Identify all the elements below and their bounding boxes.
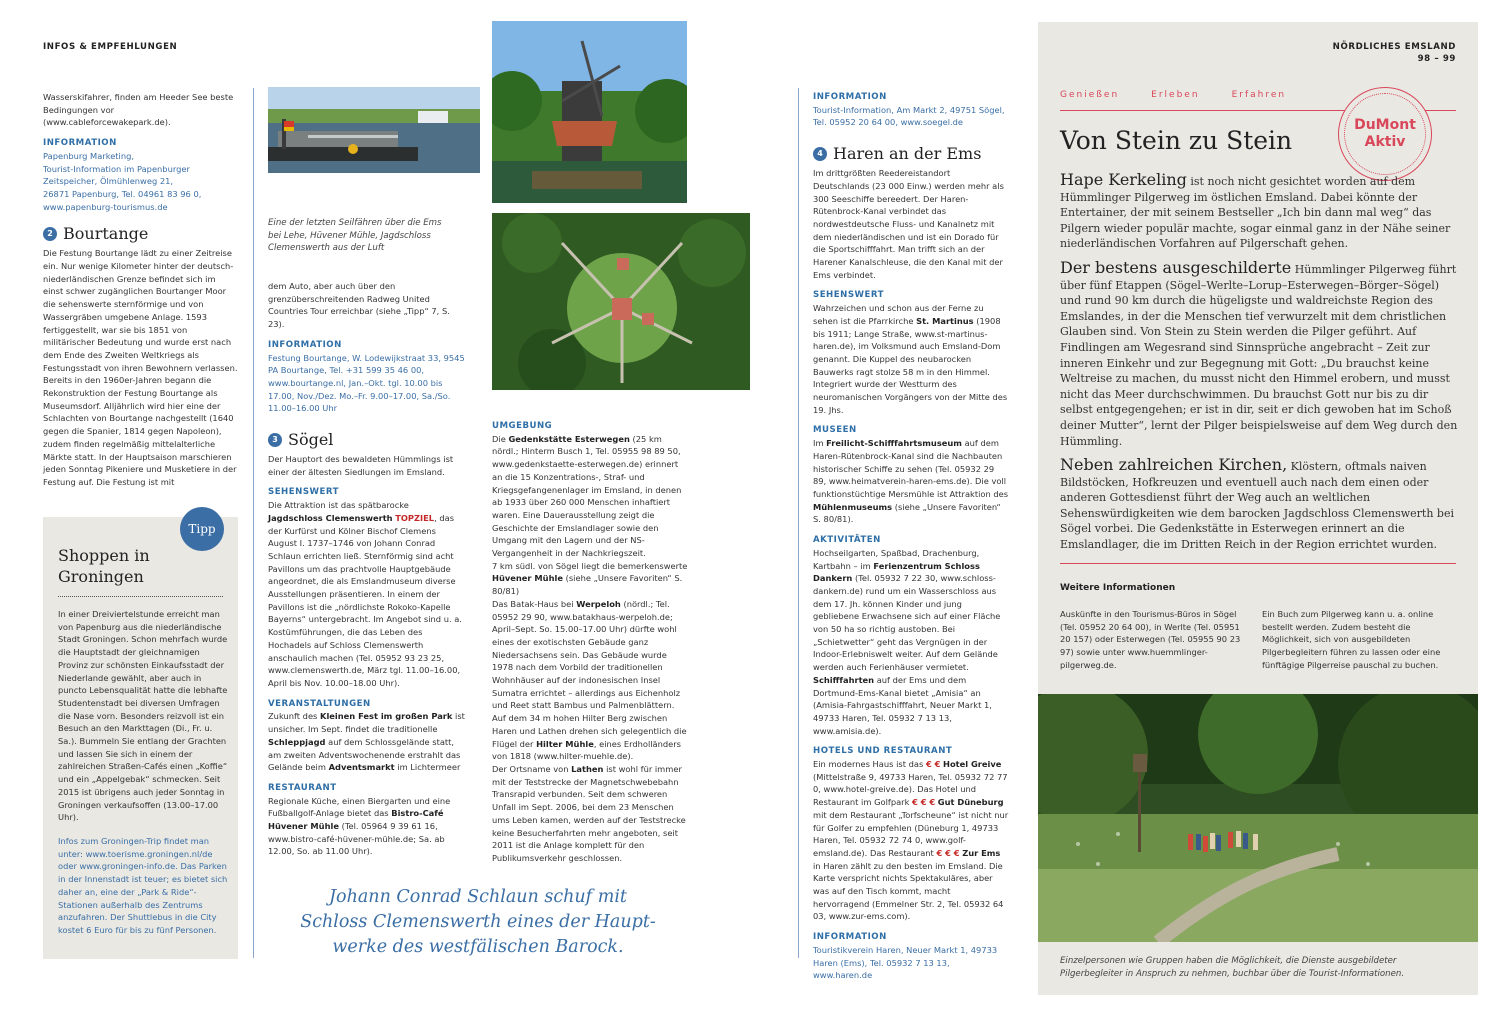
text-run: auf dem Haren-Rütenbrock-Kanal sind die Nachbauten historischer Schiffe zu sehen (Tel. 05932 29 89, www.heimatverein-haren-ems.de). Die voll funktionstüchtige Mersmühle ist Attraktion des — [813, 438, 1009, 499]
bold-run: Gut Düneburg — [937, 797, 1004, 808]
more-info-left: Auskünfte in den Tourismus-Büros in Sögel (Tel. 05952 20 64 00), in Werlte (Tel. 05951 20 157) oder Esterwegen (Tel. 05955 90 23 97) sowie unter www.huemmlinger-pilgerweg.de. — [1060, 609, 1241, 670]
bold-run: St. Martinus — [916, 315, 974, 326]
text-run: mit dem Restaurant „Torfscheune“ ist nicht nur für Golfer zu empfehlen (Düneburg 1, 49733 Haren, Tel. 05932 72 74 0, www.golf-emsland.de). Das Restaurant — [813, 809, 1009, 858]
text-run: Regionale Küche, einen Biergarten und eine Fußballgolf-Anlage bietet das — [268, 795, 451, 819]
lead-in: Hape Kerkeling — [1060, 170, 1187, 189]
museen-text — [813, 437, 1009, 526]
bourtange-text: Die Festung Bourtange lädt zu einer Zeitreise ein. Nur wenige Kilometer hinter der deutsch-niederländischen Grenze befindet sich im einst schwer zugänglichen Bourtanger Moor die sehenswerte sternförmige und von Wassergräben umgebene Anlage. 1593 fertiggestellt, war sie bis 1851 von militärischer Bedeutung und wurde erst nach dem Ende des Zweiten Weltkriegs als Festungsstadt von ihren Bewohnern verlassen. Bereits in den 1960er-Jahren begann die Rekonstruktion der Festung Bourtange als Museumsdorf. Alljährlich wird hier eine der Schlachten von Bourtange nachgestellt (1640 gegen die Spanier, 1814 gegen Napoleon), zudem finden regelmäßig mittelalterliche Märkte statt. In der Hauptsaison marschieren jeden Sonntag Pikeniere und Musketiere in der Festung auf. Die Festung ist mit — [43, 248, 238, 487]
photo-caption: Eine der letzten Seilfähren über die Ems bei Lehe, Hüvener Mühle, Jagdschloss Clemenswerth aus der Luft — [268, 218, 442, 253]
aktiv-panel — [1038, 22, 1478, 995]
section-title-haren — [813, 143, 1009, 163]
bold-run: Ferienzentrum Schloss Dankern — [813, 560, 980, 584]
umgebung-text — [492, 598, 688, 712]
aktiv-tabs — [1060, 90, 1286, 100]
section-number: 2 — [43, 227, 57, 241]
bold-run: Hilter Mühle — [536, 738, 594, 749]
hotels-heading: HOTELS UND RESTAURANT — [813, 746, 953, 757]
text-run: Das Batak-Haus bei — [492, 598, 574, 609]
aktivitaeten-heading: AKTIVITÄTEN — [813, 535, 881, 546]
text-run: Der Ortsname von — [492, 763, 569, 774]
text-run: (25 km nördl.; Hinterm Busch 1, Tel. 05955 98 89 50, www.gedenkstaette-esterwegen.de) erinnert an die 15 Konzentrations-, Straf- und Kriegsgefangenenlager im Emsland, in denen ab 1933 über 260 000 Menschen inhaftiert waren. Eine Dauerausstellung zeigt die Geschichte der Emslandlager sowie den Umgang mit den Lagern und der NS-Vergangenheit in der Nachkriegszeit. — [492, 433, 682, 559]
bold-run: Adventsmarkt — [328, 762, 395, 773]
page-numbers: 98 – 99 — [1417, 54, 1456, 64]
stamp-text: DuMont — [1354, 117, 1416, 133]
bold-run: Zur Ems — [962, 847, 1001, 858]
text-run: in Haren zählt zu den besten im Emsland. Die Karte verspricht nichts Spektakuläres, aber was auf den Tisch kommt, macht hervorragend (Emmelner Str. 2, Tel. 05932 64 03, www.zur-ems.com). — [813, 860, 1004, 922]
running-head-title: NÖRDLICHES EMSLAND — [1332, 42, 1456, 52]
umgebung-heading: UMGEBUNG — [492, 421, 553, 431]
pull-quote — [268, 885, 688, 960]
bourtange-cont: dem Auto, aber auch über den grenzüberschreitenden Radweg United Countries Tour erreichbar (siehe „Tipp“ 7, S. 23). — [268, 281, 450, 330]
soegel-intro: Der Hauptort des bewaldeten Hümmlings ist einer der ältesten Siedlungen im Emsland. — [268, 454, 454, 477]
column-2 — [268, 280, 466, 858]
column-rule — [253, 88, 254, 958]
umgebung-text — [492, 433, 688, 560]
tipp-divider — [58, 596, 223, 597]
tab-erleben: Erleben — [1151, 90, 1200, 100]
more-info-right: Ein Buch zum Pilgerweg kann u. a. online bestellt werden. Zudem besteht die Möglichkeit, sich von ausgebildeten Pilgerbegleitern führen zu lassen oder eine fünftägige Pilgerreise pauschal zu buchen. — [1262, 609, 1441, 670]
text-run: 7 km südl. von Sögel liegt die bemerkenswerte — [492, 560, 688, 571]
price-category: € € € — [912, 797, 936, 808]
tab-geniessen: Genießen — [1060, 90, 1120, 100]
tipp-text: In einer Dreiviertelstunde erreicht man von Papenburg aus die niederländische Stadt Groningen. Schon mehrfach wurde die Hauptstadt der gleichnamigen Provinz zur schönsten Einkaufsstadt der Niederlande gewählt, aber auch in puncto Lebensqualität hatte die lebhafte Studentenstadt bei diversen Umfragen die Nase vorn. Besonders reizvoll ist ein Besuch an den Markttagen (Di., Fr. u. Sa.). Bummeln Sie entlang der Grachten und lassen Sie sich in einem der zahlreichen Straßen-Cafés einen „Koffie“ und ein „Appelgebak“ schmecken. Seit 2015 ist übrigens auch jeder Sonntag in Groningen verkaufsoffen (13.00–17.00 Uhr). — [58, 609, 228, 823]
tipp-info[interactable]: Infos zum Groningen-Trip findet man unter: www.toerisme.groningen.nl/de oder www.groningen-info.de. Das Parken in der Innenstadt ist teuer; es bietet sich daher an, eine der „Park & Ride“-Stationen außerhalb des Zentrums anzufahren. Der Shuttlebus in die City kostet 6 Euro für bis zu fünf Personen. — [58, 836, 228, 935]
bold-run: Hotel Greive — [943, 759, 1002, 770]
text-run: Die Attraktion ist das spätbarocke — [268, 500, 409, 511]
aktiv-title: Von Stein zu Stein — [1060, 126, 1293, 155]
umgebung-text — [492, 712, 688, 763]
stamp-text: Aktiv — [1364, 134, 1406, 150]
bold-run: Werpeloh — [576, 598, 621, 609]
section-title-bourtange — [43, 223, 238, 243]
stamp-inner — [1344, 93, 1426, 175]
info-block — [43, 150, 238, 214]
section-number: 3 — [268, 433, 282, 447]
windmill-photo — [492, 21, 687, 203]
text-run: Wahrzeichen und schon aus der Ferne zu sehen ist die Pfarrkirche — [813, 303, 984, 326]
text-run: ist wohl für immer mit der Teststrecke der Magnetschwebebahn Transrapid verbunden. Seit dem schweren Unfall im Sept. 2006, bei dem 23 Menschen ums Leben kamen, werden auf der Teststrecke keine Besucherfahrten mehr angeboten, seit 2011 ist die Anlage komplett für den Publikumsverkehr geschlossen. — [492, 763, 686, 863]
aktiv-body — [1060, 172, 1460, 553]
column-1 — [43, 91, 238, 489]
info-line: Papenburg Marketing, — [43, 150, 135, 161]
text-run: (1908 bis 1911; Lange Straße, www.st-martinus-haren.de), im Volksmund auch Emsland-Dom genannt. Die Kuppel des neubarocken Bauwerks ragt stolze 58 m in den Himmel. Integriert wurde der Westturm des neuromanischen Vorgängers von der Mitte des 19. Jhs. — [813, 315, 1008, 415]
bold-run: Jagdschloss Clemenswerth — [268, 512, 393, 523]
aktiv-bottom-rule — [1060, 563, 1456, 564]
lead-in: Der bestens ausgeschilderte — [1060, 257, 1292, 277]
text-run: Hochseilgarten, Spaßbad, Drachenburg, Kartbahn – im — [813, 547, 980, 571]
info-heading: INFORMATION — [813, 932, 887, 943]
column-3 — [492, 420, 688, 865]
text-run: , eines Erdholländers von 1818 (www.hilter-muehle.de). — [492, 738, 682, 762]
bold-run: Lathen — [571, 763, 604, 774]
umgebung-text — [492, 560, 688, 598]
text-run: , das der Kurfürst und Kölner Bischof Clemens August I. 1737–1746 von Johann Conrad Schlaun errichten ließ. Sternförmig sind acht Pavillons um das prachtvolle Hauptgebäude angeordnet, die als Emslandmuseum diverse Ausstellungen präsentieren. In einem der Pavillons ist die „nördlichste Rokoko-Kapelle Bayerns“ untergebracht. Im Angebot sind u. a. Kostümführungen, die das Leben des Hochadels auf Schloss Clemenswerth anschaulich machen (Tel. 05952 93 23 25, www.clemenswerth.de, März tgl. 11.00–16.00, April bis Nov. 10.00–18.00 Uhr). — [268, 512, 462, 688]
pull-quote-line: Schloss Clemenswerth eines der Haupt- — [300, 912, 656, 932]
veranstaltungen-heading: VERANSTALTUNGEN — [268, 698, 371, 709]
tipp-badge: Tipp — [180, 507, 224, 551]
text-run: Ein modernes Haus ist das — [813, 759, 924, 770]
sehenswert-heading: SEHENSWERT — [813, 290, 884, 301]
text-run: Zukunft des — [268, 711, 318, 722]
text-run: ist unsicher. Im Sept. findet die traditionelle — [268, 711, 465, 735]
info-block[interactable]: Festung Bourtange, W. Lodewijkstraat 33, 9545 PA Bourtange, Tel. +31 599 35 46 00, www.bourtange.nl, Jan.–Okt. tgl. 10.00 bis 17.00, Nov./Dez. Mo.–Fr. 9.00–17.00, Sa./So. 11.00–16.00 Uhr — [268, 352, 465, 414]
section-number: 4 — [813, 147, 827, 161]
aktiv-paragraph — [1060, 172, 1460, 252]
text-run: auf der Ems und dem Dortmund-Ems-Kanal bietet „Amisia“ an (Amisia-Fahrgastschifffahrt, Neuer Markt 1, 49733 Haren, Tel. 05932 7 13 13, www.amisia.de). — [813, 674, 992, 736]
clemenswerth-aerial-photo — [492, 213, 750, 390]
info-block[interactable]: Touristikverein Haren, Neuer Markt 1, 49733 Haren (Ems), Tel. 05932 7 13 13, www.haren.de — [813, 944, 998, 981]
sehenswert-text — [268, 499, 466, 690]
section-title-text: Bourtange — [63, 223, 149, 243]
haren-text: Im drittgrößten Reedereistandort Deutschlands (23 000 Einw.) werden mehr als 300 Seeschiffe bereedert. Der Haren-Rütenbrock-Kanal verbindet das nordwestdeutsche Fluss- und Kanalnetz mit dem niederländischen und ist ein Dorado für die Sportschifffahrt. Man trifft sich an der Harener Kanalschleuse, die den Kanal mit der Ems verbindet. — [813, 168, 1004, 280]
text-run: im Lichtermeer — [397, 762, 461, 773]
bold-run: Mühlenmuseums — [813, 501, 893, 512]
more-info-heading: Weitere Informationen — [1060, 583, 1176, 593]
sehenswert-heading: SEHENSWERT — [268, 487, 339, 498]
sehenswert-text — [813, 302, 1009, 416]
pilgrims-caption: Einzelpersonen wie Gruppen haben die Möglichkeit, die Dienste ausgebildeter Pilgerbegleiter in Anspruch zu nehmen, buchbar über die Tourist-Informationen. — [1060, 956, 1405, 979]
text-run: Im — [813, 438, 824, 449]
info-heading: INFORMATION — [43, 138, 117, 149]
info-heading: INFORMATION — [813, 92, 887, 102]
dumont-aktiv-stamp — [1338, 87, 1432, 181]
info-heading: INFORMATION — [268, 339, 342, 350]
text-run: Auf dem 34 m hohen Hilter Berg zwischen Haren und Lathen drehen sich gelegentlich die Flügel der — [492, 713, 687, 749]
pull-quote-line: Johann Conrad Schlaun schuf mit — [329, 887, 627, 907]
price-category: € € — [925, 759, 941, 770]
info-line: Zeitspeicher, Ölmühlenweg 21, — [43, 176, 174, 187]
text-run: Die — [492, 433, 506, 444]
running-head-left: INFOS & EMPFEHLUNGEN — [43, 42, 178, 52]
bold-run: Schleppjagd — [268, 736, 326, 747]
tipp-title — [58, 545, 150, 587]
bold-run: Freilicht-Schifffahrtsmuseum — [826, 438, 962, 449]
restaurant-heading: RESTAURANT — [268, 782, 337, 793]
info-link[interactable]: www.papenburg-tourismus.de — [43, 201, 168, 212]
aktiv-paragraph — [1060, 457, 1460, 553]
text-run: (siehe „Unsere Favoriten“ S. 80/81) — [492, 573, 683, 597]
bold-run: Bistro-Café Hüvener Mühle — [268, 808, 444, 832]
tab-erfahren: Erfahren — [1231, 90, 1287, 100]
bold-run: Kleinen Fest im großen Park — [320, 711, 453, 722]
text-run: (Mittelstraße 9, 49733 Haren, Tel. 05932 72 77 0, www.hotel-greive.de). Das Hotel und Restaurant im Golfpark — [813, 771, 1008, 808]
text-run: ist noch nicht gesichtet worden auf dem Hümmlinger Pilgerweg im östlichen Emsland. Dabei könnte der Entertainer, der mit seinem Bestseller „Ich bin dann mal weg“ das Pilgern wieder populär machte, sogar einmal ganz in der Nähe seiner niederländischen Vorfahren auf Pilgerschaft gehen. — [1060, 175, 1451, 251]
pull-quote-line: werke des westfälischen Barock. — [332, 937, 624, 957]
text-run: (siehe „Unsere Favoriten“ S. 80/81). — [813, 501, 1001, 525]
text-run: (Tel. 05932 7 22 30, www.schloss-dankern.de) rund um ein Wasserschloss aus dem 17. Jh. können Kinder und jung gebliebene Erwachsene sich auf einer Fläche von 50 ha so richtig austoben. Bei „Schietwetter“ geht das Vergnügen in der Indoor-Erlebniswelt weiter. Auf dem Gelände werden auch Ferienhäuser vermietet. — [813, 573, 1001, 673]
text-run: (nördl.; Tel. 05952 29 90, www.batakhaus-werpeloh.de; April–Sept. So. 15.00–17.00 Uhr) dürfte wohl eines der exotischsten Gebäude ganz Niedersachsens sein. Das Gebäude wurde 1978 nach dem Vorbild der traditionellen Wohnhäuser auf der indonesischen Insel Sumatra errichtet – allerdings aus Eichenholz und Reet statt Bambus und Palmenblättern. — [492, 598, 681, 711]
bold-run: Schifffahrten — [813, 674, 875, 685]
restaurant-text — [268, 795, 466, 859]
section-title-text: Sögel — [288, 429, 334, 449]
text-run: (Tel. 05964 9 39 61 16, www.bistro-café-hüvener-mühle.de; Sa. ab 12.00, So. ab 11.00 Uhr). — [268, 821, 445, 857]
info-line: Tourist-Information im Papenburger — [43, 163, 190, 174]
column-rule — [798, 88, 799, 958]
veranstaltungen-text — [268, 710, 466, 774]
text-run: Klöstern, oftmals naiven Bildstöcken, Hofkreuzen und eventuell auch nach dem einen oder anderen Gottesdienst führt der Weg auch an weltlichen Sehenswürdigkeiten wie dem barocken Jagdschloss Clemenswerth bei Sögel vorbei. Die Gedenkstätte in Esterwegen erinnert an die Emslandlager, die im Dritten Reich in der Region errichtet wurden. — [1060, 460, 1454, 552]
column-4 — [813, 91, 1009, 982]
bold-run: Hüvener Mühle — [492, 573, 563, 584]
text-run: Hümmlinger Pilgerweg führt über fünf Etappen (Sögel–Werlte–Lorup–Esterwegen–Börger–Sögel) und rund 90 km durch die hügeligste und waldreichste Region des Emslandes, in der die Menschen tief verwurzelt mit dem christlichen Glauben sind. Von Stein zu Stein werden die Pilger geführt. Auf Findlingen am Wegesrand sind Sinnsprüche angebracht – Zeit zur inneren Einkehr und zur Begegnung mit Gott: „Du brauchst keine Weltreise zu machen, du musst nicht den Himmel erobern, und musst nicht das Meer durchschwimmen. Du brauchst Gott nur bis zu dir selbst entgegengehen; er ist in dir, seit er dich gewoben hat im Schoß deiner Mutter“, lernt der Pilger beispielsweise auf dem Weg durch den Hümmling. — [1060, 262, 1458, 448]
museen-heading: MUSEEN — [813, 425, 857, 436]
intro-text: Wasserskifahrer, finden am Heeder See beste Bedingungen vor (www.cableforcewakepark.de). — [43, 92, 234, 128]
section-title-soegel — [268, 429, 466, 449]
topziel-badge: TOPZIEL — [395, 512, 435, 523]
ferry-photo — [268, 87, 480, 173]
pilgrims-photo — [1038, 694, 1478, 942]
umgebung-text — [492, 763, 688, 865]
text-run: auf dem Schlossgelände statt, am zweiten Adventswochenende erstrahlt das Gelände beim — [268, 736, 461, 773]
info-block[interactable]: Tourist-Information, Am Markt 2, 49751 Sögel, Tel. 05952 20 64 00, www.soegel.de — [813, 104, 1005, 128]
hotels-text — [813, 758, 1009, 923]
lead-in: Neben zahlreichen Kirchen, — [1060, 455, 1288, 475]
section-title-text: Haren an der Ems — [833, 143, 982, 163]
tipp-title-line: Groningen — [58, 567, 144, 586]
tipp-title-line: Shoppen in — [58, 546, 150, 565]
price-category: € € € — [936, 847, 960, 858]
tipp-box — [43, 517, 238, 959]
aktivitaeten-text — [813, 547, 1009, 738]
running-head-right — [1333, 41, 1456, 65]
bold-run: Gedenkstätte Esterwegen — [508, 433, 630, 444]
aktiv-paragraph — [1060, 257, 1460, 449]
info-line: 26871 Papenburg, Tel. 04961 83 96 0, — [43, 188, 202, 199]
